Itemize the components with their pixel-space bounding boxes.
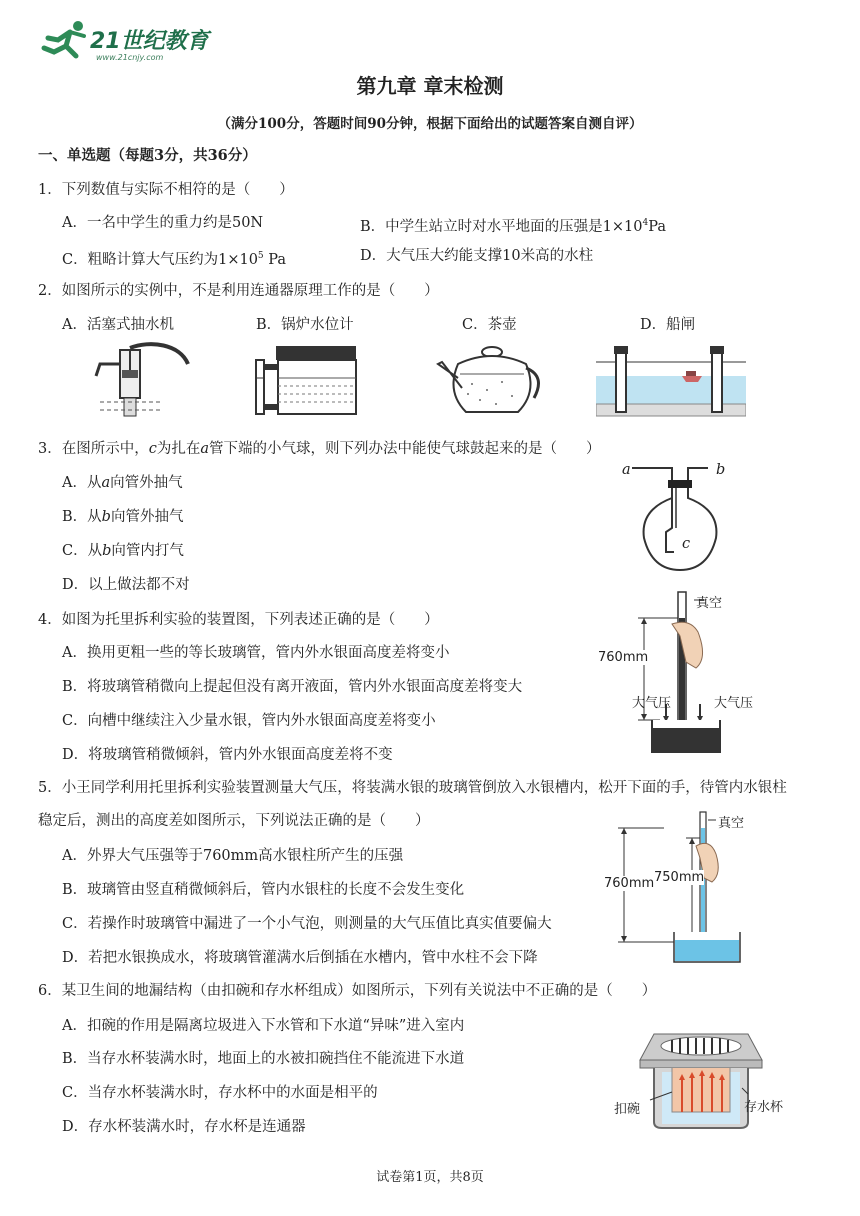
q5-option-a: A．外界大气压强等于760mm高水银柱所产生的压强: [62, 848, 404, 864]
q5-fig-h2-label: 750mm: [654, 870, 705, 885]
fig-label-a: a: [622, 462, 631, 478]
q5-stem-line2: 稳定后，测出的高度差如图所示，下列说法正确的是（ ）: [38, 813, 430, 829]
torricelli-figure-1: [600, 588, 760, 758]
q2-option-d: D．船闸: [640, 317, 696, 333]
flask-balloon-figure: [616, 458, 726, 578]
q3-stem: 3．在图所示中，c为扎在a管下端的小气球，则下列办法中能使气球鼓起来的是（ ）: [38, 441, 601, 457]
runner-logo-icon: [40, 18, 92, 60]
q6-fig-cup-label: 存水杯: [744, 1100, 784, 1115]
q4-option-b: B．将玻璃管稍微向上提起但没有离开液面，管内外水银面高度差将变大: [62, 679, 523, 695]
fig-label-c: c: [682, 536, 691, 552]
page-subtitle: （满分100分，答题时间90分钟，根据下面给出的试题答案自测自评）: [217, 116, 643, 132]
q4-fig-height-label: 760mm: [598, 650, 649, 665]
q6-option-a: A．扣碗的作用是隔离垃圾进入下水管和下水道“异味”进入室内: [62, 1018, 465, 1034]
q2-option-c: C．茶壶: [462, 317, 517, 333]
logo: [40, 18, 210, 66]
pump-figure: [70, 340, 200, 420]
q4-fig-air-right-label: 大气压: [714, 696, 754, 711]
q1-option-d: D．大气压大约能支撑10米高的水柱: [360, 248, 594, 264]
q6-option-c: C．当存水杯装满水时，存水杯中的水面是相平的: [62, 1085, 378, 1101]
q3-option-a: A．从a向管外抽气: [62, 475, 183, 491]
q4-option-a: A．换用更粗一些的等长玻璃管，管内外水银面高度差将变小: [62, 645, 450, 661]
logo-text: 21世纪教育: [90, 29, 209, 54]
q5-stem-line1: 5．小王同学利用托里拆利实验装置测量大气压，将装满水银的玻璃管倒放入水银槽内，松开下面的手，待管内水银柱: [38, 780, 787, 796]
teapot-figure: [432, 342, 552, 420]
fig-label-b: b: [716, 462, 726, 478]
q5-option-b: B．玻璃管由竖直稍微倾斜后，管内水银柱的长度不会发生变化: [62, 882, 465, 898]
q4-option-c: C．向槽中继续注入少量水银，管内外水银面高度差将变小: [62, 713, 436, 729]
q2-option-a: A．活塞式抽水机: [62, 317, 174, 333]
q3-option-c: C．从b向管内打气: [62, 543, 184, 559]
q6-option-b: B．当存水杯装满水时，地面上的水被扣碗挡住不能流进下水道: [62, 1051, 465, 1067]
section-heading: 一、单选题（每题3分，共36分）: [38, 147, 257, 164]
q4-option-d: D．将玻璃管稍微倾斜，管内外水银面高度差将不变: [62, 747, 393, 763]
page-title: 第九章 章末检测: [356, 74, 504, 98]
q1-stem: 1．下列数值与实际不相符的是（ ）: [38, 182, 294, 198]
q1-option-c: C．粗略计算大气压约为$1\times 10^5$ Pa: [62, 251, 287, 268]
q5-option-d: D．若把水银换成水，将玻璃管灌满水后倒插在水槽内，管中水柱不会下降: [62, 950, 538, 966]
q5-fig-vacuum-label: 真空: [718, 816, 745, 831]
q4-fig-vacuum-label: 真空: [696, 596, 723, 611]
page-footer: 试卷第1页，共8页: [376, 1170, 484, 1185]
q4-fig-air-left-label: 大气压: [632, 696, 672, 711]
q1-option-b: B．中学生站立时对水平地面的压强是$1\times 10^4Pa$: [360, 218, 666, 235]
q6-option-d: D．存水杯装满水时，存水杯是连通器: [62, 1119, 306, 1135]
q3-option-d: D．以上做法都不对: [62, 577, 190, 593]
q4-stem: 4．如图为托里拆利实验的装置图，下列表述正确的是（ ）: [38, 612, 439, 628]
q5-fig-h1-label: 760mm: [604, 876, 655, 891]
floor-drain-figure: [636, 1028, 766, 1132]
boiler-gauge-figure: [248, 342, 358, 420]
q1-option-a: A．一名中学生的重力约是50N: [62, 215, 264, 231]
ship-lock-figure: [596, 342, 746, 420]
logo-url: www.21cnjy.com: [96, 53, 164, 62]
q2-stem: 2．如图所示的实例中，不是利用连通器原理工作的是（ ）: [38, 283, 439, 299]
q5-option-c: C．若操作时玻璃管中漏进了一个小气泡，则测量的大气压值比真实值要偏大: [62, 916, 552, 932]
q3-option-b: B．从b向管外抽气: [62, 509, 184, 525]
q6-fig-bowl-label: 扣碗: [614, 1102, 641, 1117]
q2-option-b: B．锅炉水位计: [256, 317, 354, 333]
q6-stem: 6．某卫生间的地漏结构（由扣碗和存水杯组成）如图所示，下列有关说法中不正确的是（ ）: [38, 983, 657, 999]
